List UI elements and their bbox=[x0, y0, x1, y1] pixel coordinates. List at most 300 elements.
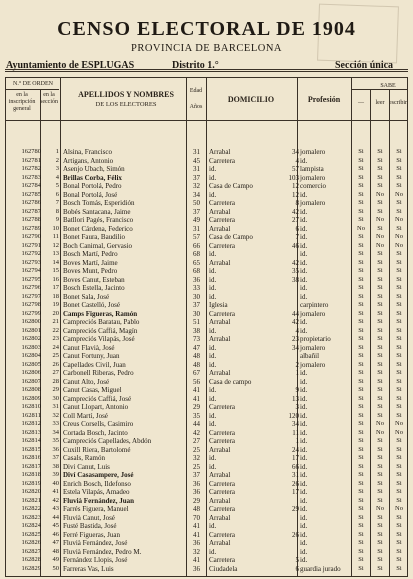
elector-name: Bonal Portolá, Pedro bbox=[63, 182, 122, 190]
sabe-leer-value: Si bbox=[377, 250, 383, 257]
sabe-leer-value: Si bbox=[377, 301, 383, 308]
elector-profession: id. bbox=[300, 403, 308, 411]
inscripcion-general-number: 162823 bbox=[21, 513, 41, 521]
seccion-number: 44 bbox=[52, 513, 59, 521]
header-bottom-rule bbox=[6, 120, 407, 121]
elector-name: Canut Casas, Miguel bbox=[63, 386, 122, 394]
inscripcion-general-number: 162787 bbox=[21, 207, 41, 215]
address-number: 34 bbox=[292, 343, 299, 352]
col-extra-value: Si bbox=[358, 241, 364, 249]
elector-name: Bonet Castelló, José bbox=[63, 301, 120, 309]
table-row bbox=[6, 378, 407, 387]
elector-name: Camps Figueras, Ramón bbox=[63, 309, 138, 318]
col-nombres-sub: DE LOS ELECTORES bbox=[95, 101, 157, 108]
col-extra-value: Si bbox=[358, 258, 364, 266]
col-extra-value: Si bbox=[358, 207, 364, 215]
sabe-escribir-value: Si bbox=[396, 471, 402, 478]
sabe-leer-value: No bbox=[376, 216, 384, 223]
address-number: 34 bbox=[292, 148, 299, 156]
seccion-number: 10 bbox=[52, 224, 59, 232]
table-row bbox=[6, 505, 407, 514]
seccion-number: 36 bbox=[52, 445, 59, 453]
seccion-number: 3 bbox=[55, 165, 59, 172]
seccion-number: 32 bbox=[52, 411, 59, 419]
elector-profession: id. bbox=[300, 190, 308, 199]
seccion-number: 34 bbox=[52, 428, 59, 436]
sabe-leer-value: Si bbox=[377, 148, 383, 155]
sabe-escribir-value: Si bbox=[396, 326, 402, 334]
sabe-escribir-value: Si bbox=[396, 173, 402, 181]
elector-name: Artigans, Antonio bbox=[63, 156, 114, 165]
elector-address: id. bbox=[209, 420, 217, 428]
col-num-general: en la inscripción general bbox=[8, 92, 36, 112]
col-extra-value: Si bbox=[358, 318, 364, 325]
inscripcion-general-number: 162795 bbox=[21, 275, 41, 283]
elector-profession: id. bbox=[300, 377, 308, 386]
elector-name: Canut Fortuny, Juan bbox=[63, 352, 120, 360]
elector-address: Carretera bbox=[209, 488, 236, 496]
elector-profession: id. bbox=[300, 454, 308, 462]
inscripcion-general-number: 162783 bbox=[21, 173, 41, 181]
sabe-leer-value: Si bbox=[377, 156, 383, 164]
table-row bbox=[6, 361, 407, 370]
inscripcion-general-number: 162819 bbox=[21, 479, 41, 487]
sabe-escribir-value: Si bbox=[396, 564, 402, 572]
col-extra-value: Si bbox=[358, 343, 364, 351]
table-row bbox=[6, 429, 407, 438]
elector-age: 44 bbox=[193, 420, 200, 428]
sabe-escribir-value: Si bbox=[396, 335, 402, 342]
inscripcion-general-number: 162822 bbox=[21, 505, 41, 512]
elector-profession: lampista bbox=[300, 165, 324, 173]
elector-age: 41 bbox=[193, 394, 200, 403]
elector-name: Ferré Figueras, Juan bbox=[63, 530, 120, 539]
elector-age: 30 bbox=[193, 292, 200, 301]
col-extra-value: Si bbox=[358, 496, 364, 504]
sabe-leer-value: Si bbox=[377, 326, 383, 334]
elector-age: 48 bbox=[193, 352, 200, 360]
elector-age: 35 bbox=[193, 411, 200, 420]
col-extra-value: Si bbox=[358, 403, 364, 410]
address-number: 29 bbox=[292, 505, 299, 513]
seccion-number: 35 bbox=[52, 437, 59, 444]
elector-profession: guardia jurado bbox=[300, 564, 341, 573]
elector-age: 30 bbox=[193, 309, 200, 318]
elector-age: 37 bbox=[193, 207, 200, 216]
elector-name: Estela Vilapás, Amadeo bbox=[63, 488, 130, 496]
inscripcion-general-number: 162815 bbox=[21, 445, 41, 453]
sabe-leer-value: Si bbox=[377, 471, 383, 478]
seccion-number: 8 bbox=[55, 207, 59, 215]
elector-age: 57 bbox=[193, 233, 200, 241]
elector-name: Canut Alto, José bbox=[63, 377, 110, 386]
address-number: 5 bbox=[295, 556, 299, 564]
sabe-leer-value: Si bbox=[377, 462, 383, 470]
elector-profession: id. bbox=[300, 496, 308, 505]
sabe-leer-value: No bbox=[376, 233, 384, 240]
elector-name: Bonet Faura, Baudilio bbox=[63, 233, 126, 241]
sabe-leer-value: Si bbox=[377, 207, 383, 215]
col-extra-value: Si bbox=[358, 471, 364, 478]
sabe-leer-value: Si bbox=[377, 173, 383, 181]
elector-name: Boch Canimal, Gervasio bbox=[63, 241, 133, 250]
table-row bbox=[6, 148, 407, 157]
address-number: 35 bbox=[292, 267, 299, 275]
table-row bbox=[6, 556, 407, 565]
col-extra-value: Si bbox=[358, 445, 364, 453]
seccion-number: 47 bbox=[52, 539, 59, 546]
elector-age: 51 bbox=[193, 318, 200, 326]
table-row bbox=[6, 463, 407, 472]
col-extra-value: Si bbox=[358, 360, 364, 368]
sabe-leer-value: Si bbox=[377, 522, 383, 529]
address-number: 17 bbox=[292, 454, 299, 462]
col-extra-value: Si bbox=[358, 479, 364, 487]
elector-age: 41 bbox=[193, 386, 200, 394]
header-rule-2 bbox=[5, 71, 408, 72]
sabe-leer-value: Si bbox=[377, 318, 383, 325]
address-number: 17 bbox=[292, 488, 299, 496]
inscripcion-general-number: 162791 bbox=[21, 241, 41, 249]
sabe-leer-value: Si bbox=[377, 547, 383, 555]
inscripcion-general-number: 162811 bbox=[21, 411, 41, 419]
table-row bbox=[6, 369, 407, 378]
header-rule bbox=[5, 69, 408, 70]
elector-profession: id. bbox=[300, 275, 308, 284]
table-row bbox=[6, 310, 407, 319]
table-row bbox=[6, 242, 407, 251]
elector-age: 37 bbox=[193, 173, 200, 182]
sabe-escribir-value: Si bbox=[396, 360, 402, 368]
elector-age: 37 bbox=[193, 471, 200, 479]
address-number: 38 bbox=[292, 275, 299, 284]
col-nombres: APELLIDOS Y NOMBRES bbox=[78, 90, 174, 99]
elector-profession: jornalero bbox=[300, 148, 326, 156]
elector-name: Bosch Estella, Jacinto bbox=[63, 284, 125, 292]
elector-age: 70 bbox=[193, 513, 200, 522]
col-extra-value: No bbox=[357, 224, 365, 232]
col-extra-value: Si bbox=[358, 411, 364, 419]
elector-address: id. bbox=[209, 165, 217, 173]
sabe-escribir-value: Si bbox=[396, 352, 402, 359]
inscripcion-general-number: 162797 bbox=[21, 292, 41, 300]
sabe-leer-value: Si bbox=[377, 556, 383, 563]
seccion-number: 7 bbox=[55, 199, 59, 206]
elector-address: id. bbox=[209, 275, 217, 284]
address-number: 1 bbox=[295, 369, 299, 377]
sabe-leer-value: Si bbox=[377, 454, 383, 461]
elector-profession: id. bbox=[300, 258, 308, 267]
elector-profession: id. bbox=[300, 513, 308, 522]
seccion-number: 6 bbox=[55, 190, 59, 198]
sabe-leer-value: No bbox=[376, 505, 384, 512]
inscripcion-general-number: 162824 bbox=[21, 522, 41, 529]
sabe-leer-value: Si bbox=[377, 182, 383, 189]
seccion-number: 39 bbox=[52, 471, 59, 478]
seccion-number: 43 bbox=[52, 505, 59, 512]
elector-age: 67 bbox=[193, 369, 200, 377]
inscripcion-general-number: 162780 bbox=[21, 148, 41, 155]
elector-age: 36 bbox=[193, 488, 200, 496]
seccion-number: 37 bbox=[52, 454, 59, 461]
elector-address: id. bbox=[209, 190, 217, 199]
sabe-escribir-value: No bbox=[395, 190, 403, 198]
elector-name: Carbonell Riberas, Pedro bbox=[63, 369, 134, 377]
elector-profession: id. bbox=[300, 156, 308, 165]
elector-address: id. bbox=[209, 547, 217, 556]
elector-profession: id. bbox=[300, 386, 308, 394]
inscripcion-general-number: 162802 bbox=[21, 335, 41, 342]
table-row bbox=[6, 480, 407, 489]
elector-profession: id. bbox=[300, 284, 308, 292]
elector-profession: id. bbox=[300, 369, 308, 377]
elector-profession: carpintero bbox=[300, 301, 329, 309]
sabe-escribir-value: Si bbox=[396, 386, 402, 393]
seccion-number: 19 bbox=[52, 301, 59, 308]
address-number: 11 bbox=[292, 428, 299, 437]
elector-address: Casa de campo bbox=[209, 377, 252, 386]
elector-age: 29 bbox=[193, 496, 200, 505]
sabe-leer-value: Si bbox=[377, 284, 383, 291]
inscripcion-general-number: 162814 bbox=[21, 437, 41, 444]
elector-name: Bonal Portolá, José bbox=[63, 190, 118, 199]
table-row bbox=[6, 522, 407, 531]
elector-address: Arrabal bbox=[209, 258, 231, 267]
inscripcion-general-number: 162816 bbox=[21, 454, 41, 461]
col-domicilio: DOMICILIO bbox=[227, 95, 275, 104]
inscripcion-general-number: 162820 bbox=[21, 488, 41, 495]
col-extra-value: Si bbox=[358, 547, 364, 555]
elector-address: id. bbox=[209, 386, 217, 394]
address-number: 42 bbox=[292, 318, 299, 326]
elector-profession: id. bbox=[300, 530, 308, 539]
table-row bbox=[6, 395, 407, 404]
sabe-leer-value: No bbox=[376, 241, 384, 249]
sabe-escribir-value: Si bbox=[396, 394, 402, 402]
inscripcion-general-number: 162781 bbox=[21, 156, 41, 164]
table-row bbox=[6, 276, 407, 285]
elector-age: 37 bbox=[193, 301, 200, 309]
elector-age: 33 bbox=[193, 284, 200, 292]
inscripcion-general-number: 162808 bbox=[21, 386, 41, 393]
elector-name: Canut Flavià, José bbox=[63, 343, 115, 352]
distrito-label: Distrito 1.° bbox=[172, 60, 219, 71]
sabe-escribir-value: Si bbox=[396, 275, 402, 283]
table-row bbox=[6, 165, 407, 174]
elector-profession: id. bbox=[300, 488, 308, 496]
table-row bbox=[6, 548, 407, 557]
table-row bbox=[6, 199, 407, 208]
elector-profession: id. bbox=[300, 462, 308, 471]
elector-profession: id. bbox=[300, 547, 308, 556]
table-row bbox=[6, 412, 407, 421]
inscripcion-general-number: 162782 bbox=[21, 165, 41, 172]
elector-address: Arrabal bbox=[209, 335, 231, 343]
sabe-escribir-value: Si bbox=[396, 445, 402, 453]
inscripcion-general-number: 162825 bbox=[21, 530, 41, 538]
address-number: 120 bbox=[288, 411, 299, 420]
divider bbox=[351, 89, 408, 90]
col-extra-value: Si bbox=[358, 522, 364, 529]
elector-name: Batllori Pagés, Francisco bbox=[63, 216, 134, 224]
address-number: 12 bbox=[292, 190, 299, 199]
inscripcion-general-number: 162788 bbox=[21, 216, 41, 223]
sabe-escribir-value: Si bbox=[396, 267, 402, 274]
elector-name: Campreciós Caffiá, Magín bbox=[63, 326, 138, 335]
seccion-number: 11 bbox=[52, 233, 59, 240]
address-number: 23 bbox=[292, 335, 299, 343]
sabe-escribir-value: No bbox=[395, 216, 403, 223]
elector-address: Carretera bbox=[209, 556, 236, 564]
sabe-escribir-value: Si bbox=[396, 199, 402, 206]
seccion-number: 4 bbox=[55, 173, 59, 181]
elector-name: Campreciós Vilapás, José bbox=[63, 335, 135, 343]
elector-profession: id. bbox=[300, 326, 308, 335]
table-row bbox=[6, 539, 407, 548]
seccion-number: 18 bbox=[52, 292, 59, 300]
elector-profession: id. bbox=[300, 216, 308, 224]
elector-name: Campreciós Caffiá, José bbox=[63, 394, 132, 403]
col-extra-value: Si bbox=[358, 335, 364, 342]
elector-age: 47 bbox=[193, 343, 200, 352]
col-extra-value: Si bbox=[358, 377, 364, 385]
elector-address: Casa de Campo bbox=[209, 182, 253, 190]
elector-profession: id. bbox=[300, 292, 308, 301]
inscripcion-general-number: 162796 bbox=[21, 284, 41, 291]
sabe-leer-value: Si bbox=[377, 488, 383, 495]
address-number: 42 bbox=[292, 207, 299, 216]
table-row bbox=[6, 174, 407, 183]
address-number: 103 bbox=[288, 173, 299, 182]
elector-address: Carretera bbox=[209, 530, 236, 539]
col-extra-value: Si bbox=[358, 369, 364, 376]
inscripcion-general-number: 162798 bbox=[21, 301, 41, 308]
inscripcion-general-number: 162818 bbox=[21, 471, 41, 478]
address-number: 24 bbox=[292, 445, 299, 454]
elector-profession: id. bbox=[300, 471, 308, 479]
address-number: 26 bbox=[292, 479, 299, 488]
elector-age: 36 bbox=[193, 275, 200, 284]
seccion-number: 38 bbox=[52, 462, 59, 470]
elector-address: Arrabal bbox=[209, 224, 231, 233]
seccion-number: 12 bbox=[52, 241, 59, 249]
elector-age: 34 bbox=[193, 190, 200, 199]
table-row bbox=[6, 191, 407, 200]
sabe-leer-value: Si bbox=[377, 335, 383, 342]
table-row bbox=[6, 471, 407, 480]
elector-address: Carretera bbox=[209, 156, 236, 165]
seccion-number: 15 bbox=[52, 267, 59, 274]
elector-name: Fernández Llopis, José bbox=[63, 556, 128, 564]
elector-address: id. bbox=[209, 411, 217, 420]
seccion-number: 1 bbox=[55, 148, 59, 155]
col-anos: Años bbox=[189, 104, 203, 110]
elector-address: id. bbox=[209, 360, 217, 369]
col-extra-value: Si bbox=[358, 462, 364, 470]
col-profesion: Profesión bbox=[307, 95, 341, 104]
inscripcion-general-number: 162806 bbox=[21, 369, 41, 376]
sabe-leer-value: Si bbox=[377, 564, 383, 572]
inscripcion-general-number: 162807 bbox=[21, 377, 41, 385]
col-extra-value: Si bbox=[358, 148, 364, 155]
sabe-leer-value: Si bbox=[377, 352, 383, 359]
elector-profession: id. bbox=[300, 411, 308, 420]
elector-address: Carretera bbox=[209, 241, 236, 250]
elector-address: Iglesia bbox=[209, 301, 228, 309]
seccion-number: 31 bbox=[52, 403, 59, 410]
seccion-number: 17 bbox=[52, 284, 59, 291]
elector-address: Casa de Campo bbox=[209, 233, 253, 241]
address-number: 31 bbox=[292, 471, 299, 479]
table-row bbox=[6, 327, 407, 336]
col-extra-value: Si bbox=[358, 292, 364, 300]
seccion-number: 27 bbox=[52, 369, 59, 376]
inscripcion-general-number: 162794 bbox=[21, 267, 41, 274]
elector-name: Boves Munt, Pedro bbox=[63, 267, 118, 275]
sabe-escribir-value: Si bbox=[396, 182, 402, 189]
elector-name: Farrés Figuera, Manuel bbox=[63, 505, 129, 513]
col-extra-value: Si bbox=[358, 326, 364, 334]
seccion-number: 30 bbox=[52, 394, 59, 402]
address-number: 8 bbox=[295, 199, 299, 207]
table-row bbox=[6, 497, 407, 506]
seccion-number: 2 bbox=[55, 156, 59, 164]
table-row bbox=[6, 208, 407, 217]
seccion-number: 41 bbox=[52, 488, 59, 495]
elector-name: Boves Martí, Jaime bbox=[63, 258, 118, 267]
sabe-leer-value: Si bbox=[377, 360, 383, 368]
table-row bbox=[6, 259, 407, 268]
elector-name: Creus Corsells, Casimiro bbox=[63, 420, 134, 428]
inscripcion-general-number: 162786 bbox=[21, 199, 41, 206]
col-extra-value: Si bbox=[358, 182, 364, 189]
sabe-escribir-value: Si bbox=[396, 530, 402, 538]
address-number: 13 bbox=[292, 394, 299, 403]
col-extra-value: Si bbox=[358, 309, 364, 317]
elector-age: 66 bbox=[193, 241, 200, 250]
table-row bbox=[6, 182, 407, 191]
inscripcion-general-number: 162810 bbox=[21, 403, 41, 410]
inscripcion-general-number: 162800 bbox=[21, 318, 41, 325]
seccion-number: 40 bbox=[52, 479, 59, 487]
elector-age: 50 bbox=[193, 199, 200, 207]
sabe-escribir-value: Si bbox=[396, 462, 402, 470]
elector-profession: id. bbox=[300, 522, 308, 530]
seccion-number: 29 bbox=[52, 386, 59, 393]
sabe-escribir-value: Si bbox=[396, 258, 402, 266]
seccion-number: 22 bbox=[52, 326, 59, 334]
elector-name: Fluvià Fernández, Juan bbox=[63, 496, 134, 505]
elector-name: Diví Casasampere, José bbox=[63, 471, 134, 479]
address-number: 9 bbox=[295, 386, 299, 394]
sabe-leer-value: Si bbox=[377, 513, 383, 521]
elector-profession: id. bbox=[300, 250, 308, 258]
sabe-escribir-value: Si bbox=[396, 454, 402, 461]
elector-age: 32 bbox=[193, 454, 200, 462]
inscripcion-general-number: 162803 bbox=[21, 343, 41, 351]
elector-age: 56 bbox=[193, 377, 200, 386]
sabe-leer-value: Si bbox=[377, 403, 383, 410]
table-row bbox=[6, 225, 407, 234]
elector-age: 25 bbox=[193, 445, 200, 454]
sabe-escribir-value: No bbox=[395, 233, 403, 240]
inscripcion-general-number: 162785 bbox=[21, 190, 41, 198]
sabe-escribir-value: Si bbox=[396, 318, 402, 325]
elector-age: 68 bbox=[193, 250, 200, 258]
address-number: 34 bbox=[292, 420, 299, 428]
inscripcion-general-number: 162817 bbox=[21, 462, 41, 470]
elector-address: Arrabal bbox=[209, 318, 231, 326]
